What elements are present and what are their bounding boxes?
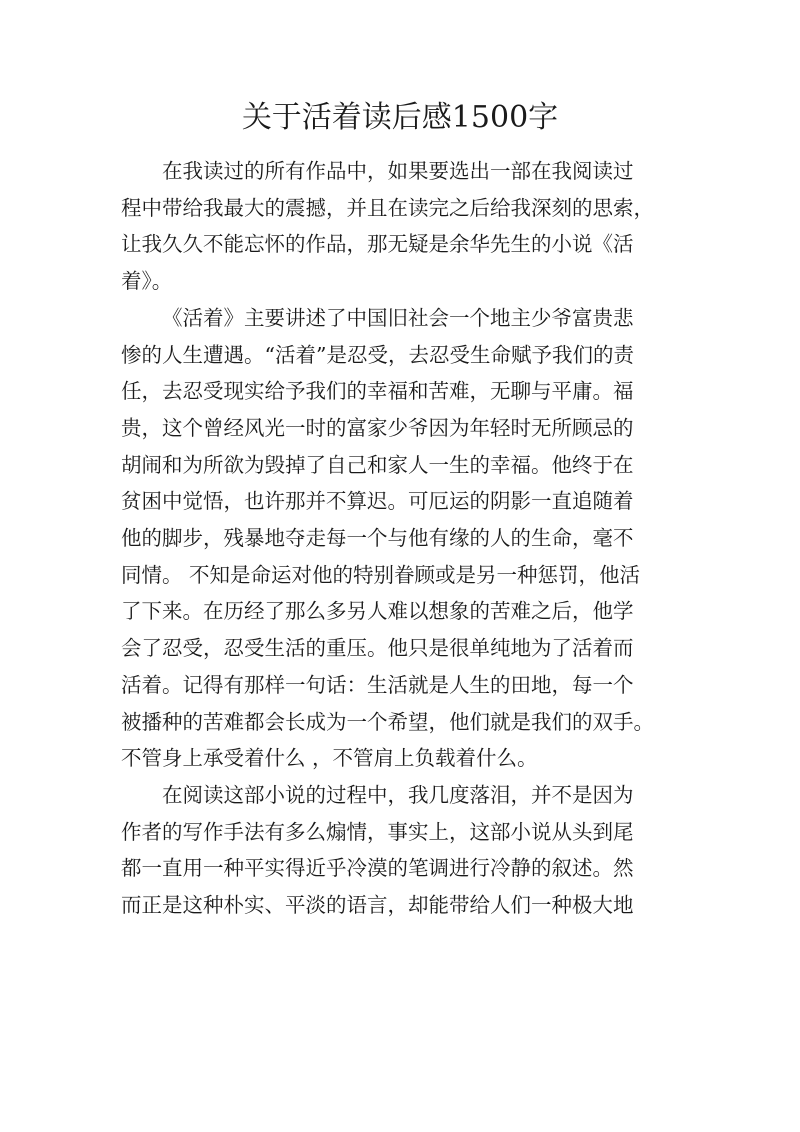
paragraph-line: 贵，这个曾经风光一时的富家少爷因为年轻时无所顾忌的: [121, 415, 634, 440]
paragraph-line: 不管身上承受着什么 ，不管肩上负载着什么。: [121, 746, 538, 771]
paragraph-line: 被播种的苦难都会长成为一个希望，他们就是我们的双手。: [121, 709, 654, 734]
paragraph-line: 任，去忍受现实给予我们的幸福和苦难，无聊与平庸。福: [121, 379, 634, 404]
paragraph-line: 程中带给我最大的震撼，并且在读完之后给我深刻的思索，: [121, 195, 654, 220]
paragraph-line: 会了忍受，忍受生活的重压。他只是很单纯地为了活着而: [121, 636, 634, 661]
paragraph-line: 贫困中觉悟，也许那并不算迟。可厄运的阴影一直追随着: [121, 489, 634, 514]
paragraph-line: 惨的人生遭遇。“活着”是忍受，去忍受生命赋予我们的责: [121, 342, 634, 367]
paragraph-line: 在我读过的所有作品中，如果要选出一部在我阅读过: [162, 159, 634, 183]
document-title: 关于活着读后感1500字: [241, 100, 559, 135]
paragraph-line: 了下来。在历经了那么多另人难以想象的苦难之后，他学: [121, 599, 634, 624]
paragraph-1: [121, 153, 666, 300]
paragraph-line: 在阅读这部小说的过程中，我几度落泪，并不是因为: [162, 782, 634, 807]
paragraph-line: 胡闹和为所欲为毁掉了自己和家人一生的幸福。他终于在: [121, 452, 634, 477]
paragraph-line: 着》。: [121, 269, 173, 294]
paragraph-line: 他的脚步，残暴地夺走每一个与他有缘的人的生命，毫不: [121, 526, 634, 551]
paragraph-line: 同情。 不知是命运对他的特别眷顾或是另一种惩罚，他活: [121, 562, 641, 587]
paragraph-line: 活着。记得有那样一句话：生活就是人生的田地，每一个: [121, 672, 634, 697]
paragraph-line: 作者的写作手法有多么煽情，事实上，这部小说从头到尾: [121, 819, 634, 844]
paragraph-line: 《活着》主要讲述了中国旧社会一个地主少爷富贵悲: [162, 305, 634, 330]
paragraph-line: 都一直用一种平实得近乎冷漠的笔调进行冷静的叙述。然: [121, 856, 634, 881]
paragraph-line: 让我久久不能忘怀的作品，那无疑是余华先生的小说《活: [121, 232, 634, 257]
paragraph-3: [121, 777, 666, 924]
document-body: [121, 153, 666, 924]
paragraph-line: 而正是这种朴实、平淡的语言，却能带给人们一种极大地: [121, 893, 634, 918]
paragraph-2: [121, 300, 666, 777]
